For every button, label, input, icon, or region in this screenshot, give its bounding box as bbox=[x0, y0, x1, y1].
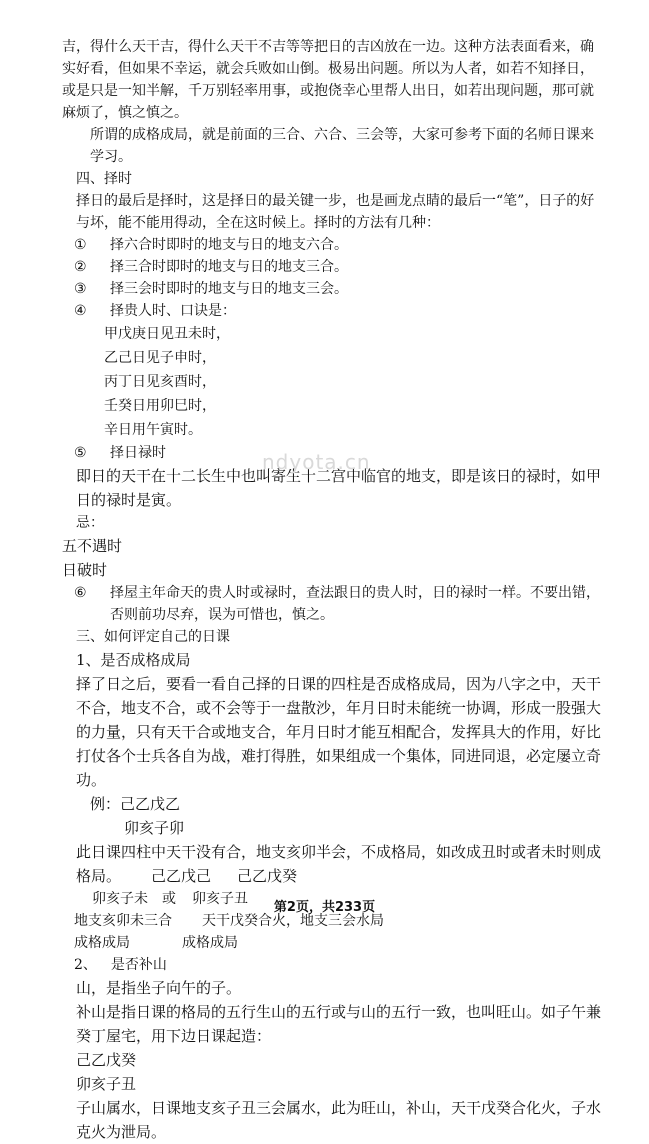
list-item-2 bbox=[62, 256, 602, 278]
list-text: 择屋主年命天的贵人时或禄时，查法跟日的贵人时，日的禄时一样。不要出错，否则前功尽弃，误为可惜也，慎之。 bbox=[110, 585, 600, 623]
example-sizhu-line1: 己乙戊癸 bbox=[76, 1051, 137, 1069]
list-text: 择三会时即时的地支与日的地支三会。 bbox=[110, 281, 348, 297]
paragraph-ripo: 日破时 bbox=[62, 561, 108, 579]
list-number: ④ bbox=[74, 303, 87, 319]
paragraph-shan: 山，是指坐子向午的子。 bbox=[76, 979, 242, 997]
list-number: ② bbox=[74, 259, 87, 275]
example-b-line3: 天干戊癸合火，地支三会水局 bbox=[202, 913, 384, 929]
list-text: 择六合时即时的地支与日的地支六合。 bbox=[110, 237, 348, 253]
example-a-line1: 己乙戊己 bbox=[151, 867, 212, 885]
example-line-2: 卯亥子卯 bbox=[124, 819, 185, 837]
watermark: ndyota.cn bbox=[262, 450, 371, 474]
example-b-line1: 己乙戊癸 bbox=[237, 867, 298, 885]
paragraph-intro: 吉，得什么天干吉，得什么天干不吉等等把日的吉凶放在一边。这种方法表面看来，确实好看，但如果不幸运，就会兵败如山倒。极易出问题。所以为人者，如若不知择日，或是只是一知半解，千万别轻率用事，或抱侥幸心里帮人出日，如若出现问题，那可就麻烦了，慎之慎之。 bbox=[62, 39, 594, 121]
list-text: 择三合时即时的地支与日的地支三合。 bbox=[110, 259, 348, 275]
paragraph-chengge: 所谓的成格成局，就是前面的三合、六合、三会等，大家可参考下面的名师日课来学习。 bbox=[90, 127, 594, 165]
paragraph-lushi: 即日的天干在十二长生中也叫寄生十二宫中临官的地支，即是该日的禄时，如甲日的禄时是寅。 bbox=[76, 467, 602, 509]
example-a-line3: 地支亥卯未三合 bbox=[74, 913, 172, 929]
section-heading-4: 四、择时 bbox=[76, 171, 132, 187]
paragraph-example-analysis bbox=[62, 840, 602, 888]
list-text: 择贵人时、口诀是： bbox=[110, 303, 236, 319]
document-body bbox=[62, 36, 602, 1144]
list-number: ⑥ bbox=[74, 585, 87, 601]
subsection-title: 是否补山 bbox=[110, 957, 167, 973]
list-item-4 bbox=[62, 300, 602, 322]
subsection-number: 2、 bbox=[74, 957, 97, 973]
verse-line-1: 甲戊庚日见丑未时， bbox=[104, 326, 230, 342]
paragraph-ji: 忌： bbox=[76, 515, 104, 531]
paragraph-pingding: 择了日之后，要看一看自己择的日课的四柱是否成格成局，因为八字之中，天干不合，地支不合，或不会等于一盘散沙，年月日时未能统一协调，形成一股强大的力量，只有天干合或地支合，年月日时才能互相配合，发挥具大的作用，好比打仗各个士兵各自为战，难打得胜，如果组成一个集体，同进同退，必定屡立奇功。 bbox=[76, 675, 602, 789]
verse-line-4: 壬癸日用卯巳时， bbox=[104, 398, 216, 414]
section-heading-3: 三、如何评定自己的日课 bbox=[76, 629, 230, 645]
example-a-line2: 卯亥子未 bbox=[92, 891, 148, 907]
paragraph-wubuyu: 五不遇时 bbox=[62, 537, 123, 555]
list-item-3 bbox=[62, 278, 602, 300]
verse-line-5: 辛日用午寅时。 bbox=[104, 422, 202, 438]
paragraph-bushan: 补山是指日课的格局的五行生山的五行或与山的五行一致，也叫旺山。如子午兼癸丁屋宅，用下边日课起造： bbox=[76, 1003, 602, 1045]
example-b-line2: 卯亥子丑 bbox=[192, 891, 248, 907]
list-text: 择日禄时 bbox=[110, 445, 166, 461]
list-number: ① bbox=[74, 237, 87, 253]
list-number: ③ bbox=[74, 281, 87, 297]
verse-line-3: 丙丁日见亥酉时， bbox=[104, 374, 216, 390]
or-word: 或 bbox=[162, 891, 176, 907]
list-number: ⑤ bbox=[74, 445, 87, 461]
page-number-footer: 第2页，共233页 bbox=[273, 900, 376, 915]
example-sizhu-line2: 卯亥子丑 bbox=[76, 1075, 137, 1093]
example-line-1: 例：己乙戊乙 bbox=[90, 795, 181, 813]
analysis-text: 此日课四柱中天干没有合，地支亥卯半会，不成格局，如改成丑时或者未时则成格局。 bbox=[76, 843, 602, 885]
subsection-heading-2 bbox=[62, 954, 602, 976]
example-b-line4: 成格成局 bbox=[182, 935, 238, 951]
paragraph-zeshi: 择日的最后是择时，这是择日的最关键一步，也是画龙点睛的最后一“笔”，日子的好与坏，能不能用得动，全在这时候上。择时的方法有几种： bbox=[76, 193, 595, 231]
example-row-4 bbox=[62, 932, 602, 954]
list-item-6 bbox=[62, 582, 602, 626]
verse-line-2: 乙己日见子申时， bbox=[104, 350, 216, 366]
example-a-line4: 成格成局 bbox=[74, 935, 130, 951]
subsection-heading-1: 1、是否成格成局 bbox=[76, 651, 191, 669]
paragraph-ziShan: 子山属水，日课地支亥子丑三会属水，此为旺山，补山，天干戊癸合化火，子水克火为泄局。 bbox=[76, 1099, 602, 1141]
list-item-1 bbox=[62, 234, 602, 256]
